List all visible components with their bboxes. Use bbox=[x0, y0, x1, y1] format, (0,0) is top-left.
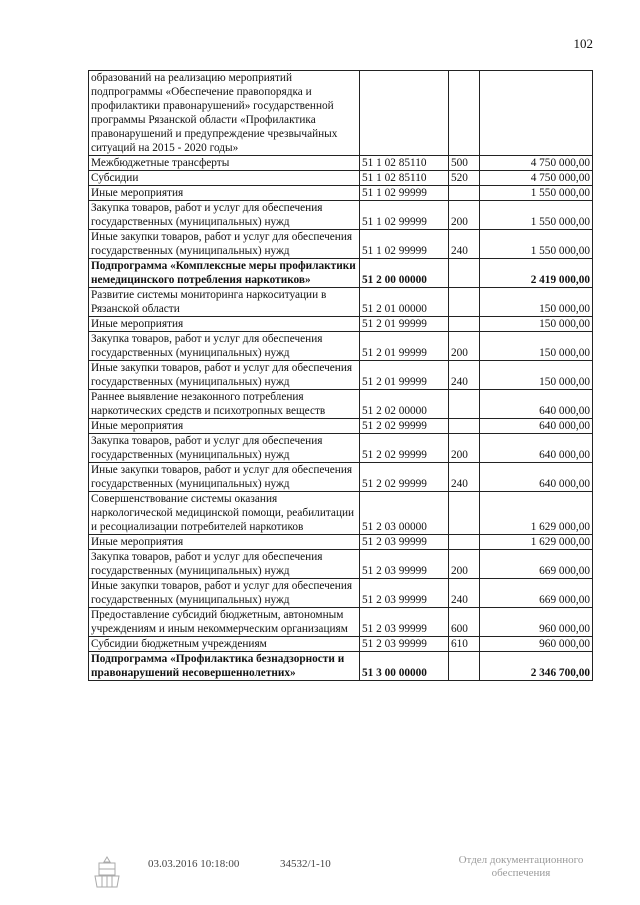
cell-code: 51 1 02 85110 bbox=[360, 156, 449, 171]
cell-vr bbox=[449, 390, 480, 419]
cell-code: 51 2 01 99999 bbox=[360, 361, 449, 390]
cell-name: Закупка товаров, работ и услуг для обеспечения государственных (муниципальных) нужд bbox=[89, 332, 360, 361]
department-stamp bbox=[446, 854, 596, 880]
table-row bbox=[89, 637, 593, 652]
cell-vr bbox=[449, 288, 480, 317]
cell-vr bbox=[449, 492, 480, 535]
cell-vr bbox=[449, 652, 480, 681]
cell-code: 51 2 03 99999 bbox=[360, 637, 449, 652]
cell-code: 51 2 02 99999 bbox=[360, 434, 449, 463]
cell-vr: 520 bbox=[449, 171, 480, 186]
cell-name: Иные мероприятия bbox=[89, 419, 360, 434]
cell-sum: 4 750 000,00 bbox=[480, 171, 593, 186]
cell-sum: 4 750 000,00 bbox=[480, 156, 593, 171]
cell-sum: 1 550 000,00 bbox=[480, 186, 593, 201]
cell-vr bbox=[449, 186, 480, 201]
cell-name: Раннее выявление незаконного потребления наркотических средств и психотропных веществ bbox=[89, 390, 360, 419]
cell-sum: 1 629 000,00 bbox=[480, 492, 593, 535]
table-row bbox=[89, 317, 593, 332]
cell-sum: 960 000,00 bbox=[480, 637, 593, 652]
cell-name: Иные мероприятия bbox=[89, 186, 360, 201]
cell-sum: 669 000,00 bbox=[480, 579, 593, 608]
cell-vr: 200 bbox=[449, 434, 480, 463]
cell-code: 51 2 00 00000 bbox=[360, 259, 449, 288]
table-row bbox=[89, 579, 593, 608]
table-row bbox=[89, 259, 593, 288]
table-row bbox=[89, 608, 593, 637]
cell-vr: 240 bbox=[449, 463, 480, 492]
cell-name: Закупка товаров, работ и услуг для обеспечения государственных (муниципальных) нужд bbox=[89, 550, 360, 579]
cell-sum: 640 000,00 bbox=[480, 463, 593, 492]
cell-name: Развитие системы мониторинга наркоситуации в Рязанской области bbox=[89, 288, 360, 317]
stamp-line-2: обеспечения bbox=[491, 867, 551, 879]
cell-sum: 1 629 000,00 bbox=[480, 535, 593, 550]
table-row bbox=[89, 390, 593, 419]
table-row bbox=[89, 332, 593, 361]
cell-code: 51 2 03 99999 bbox=[360, 535, 449, 550]
cell-vr: 500 bbox=[449, 156, 480, 171]
footer bbox=[0, 854, 640, 894]
cell-vr: 200 bbox=[449, 550, 480, 579]
cell-vr bbox=[449, 419, 480, 434]
cell-name: Предоставление субсидий бюджетным, автономным учреждениям и иным некоммерческим организациям bbox=[89, 608, 360, 637]
cell-vr: 200 bbox=[449, 201, 480, 230]
cell-name: Подпрограмма «Комплексные меры профилактики немедицинского потребления наркотиков» bbox=[89, 259, 360, 288]
cell-code: 51 2 02 99999 bbox=[360, 419, 449, 434]
cell-sum: 150 000,00 bbox=[480, 361, 593, 390]
cell-sum bbox=[480, 71, 593, 156]
cell-name: Закупка товаров, работ и услуг для обеспечения государственных (муниципальных) нужд bbox=[89, 201, 360, 230]
cell-code: 51 2 01 99999 bbox=[360, 317, 449, 332]
cell-sum: 2 419 000,00 bbox=[480, 259, 593, 288]
stamp-line-1: Отдел документационного bbox=[458, 854, 584, 866]
cell-sum: 640 000,00 bbox=[480, 419, 593, 434]
cell-code: 51 1 02 85110 bbox=[360, 171, 449, 186]
table-row bbox=[89, 419, 593, 434]
cell-sum: 2 346 700,00 bbox=[480, 652, 593, 681]
cell-name: Субсидии bbox=[89, 171, 360, 186]
cell-code: 51 3 00 00000 bbox=[360, 652, 449, 681]
table-row bbox=[89, 186, 593, 201]
cell-name: Подпрограмма «Профилактика безнадзорности и правонарушений несовершеннолетних» bbox=[89, 652, 360, 681]
cell-sum: 150 000,00 bbox=[480, 317, 593, 332]
budget-table bbox=[88, 70, 593, 681]
cell-code bbox=[360, 71, 449, 156]
cell-code: 51 1 02 99999 bbox=[360, 201, 449, 230]
footer-doc-number: 34532/1-10 bbox=[280, 858, 331, 870]
table-row bbox=[89, 550, 593, 579]
table-row bbox=[89, 361, 593, 390]
table-row bbox=[89, 288, 593, 317]
cell-vr bbox=[449, 71, 480, 156]
cell-code: 51 2 03 99999 bbox=[360, 550, 449, 579]
cell-name: Субсидии бюджетным учреждениям bbox=[89, 637, 360, 652]
cell-name: Иные закупки товаров, работ и услуг для обеспечения государственных (муниципальных) нужд bbox=[89, 361, 360, 390]
cell-code: 51 2 01 00000 bbox=[360, 288, 449, 317]
page-number: 102 bbox=[573, 36, 593, 51]
cell-name: Иные мероприятия bbox=[89, 317, 360, 332]
table-row bbox=[89, 230, 593, 259]
table-row bbox=[89, 535, 593, 550]
cell-name: Иные закупки товаров, работ и услуг для обеспечения государственных (муниципальных) нужд bbox=[89, 230, 360, 259]
table-row bbox=[89, 171, 593, 186]
cell-sum: 150 000,00 bbox=[480, 332, 593, 361]
cell-vr: 610 bbox=[449, 637, 480, 652]
cell-name: Межбюджетные трансферты bbox=[89, 156, 360, 171]
cell-code: 51 2 03 00000 bbox=[360, 492, 449, 535]
cell-code: 51 1 02 99999 bbox=[360, 230, 449, 259]
cell-code: 51 2 03 99999 bbox=[360, 608, 449, 637]
cell-vr bbox=[449, 535, 480, 550]
cell-sum: 1 550 000,00 bbox=[480, 230, 593, 259]
cell-name: Иные закупки товаров, работ и услуг для обеспечения государственных (муниципальных) нужд bbox=[89, 463, 360, 492]
coat-of-arms-icon bbox=[90, 854, 124, 890]
cell-vr: 240 bbox=[449, 230, 480, 259]
cell-vr: 240 bbox=[449, 579, 480, 608]
table-row bbox=[89, 434, 593, 463]
table-row bbox=[89, 71, 593, 156]
table-row bbox=[89, 156, 593, 171]
cell-vr bbox=[449, 317, 480, 332]
cell-name: Иные мероприятия bbox=[89, 535, 360, 550]
cell-sum: 1 550 000,00 bbox=[480, 201, 593, 230]
cell-code: 51 1 02 99999 bbox=[360, 186, 449, 201]
cell-sum: 640 000,00 bbox=[480, 434, 593, 463]
cell-sum: 960 000,00 bbox=[480, 608, 593, 637]
cell-vr: 600 bbox=[449, 608, 480, 637]
cell-code: 51 2 01 99999 bbox=[360, 332, 449, 361]
cell-name: образований на реализацию мероприятий подпрограммы «Обеспечение правопорядка и профилактики правонарушений» государственной программы Рязанской области «Профилактика правонарушений и предупреждение чрезвычайных ситуаций на 2015 - 2020 годы» bbox=[89, 71, 360, 156]
cell-vr: 200 bbox=[449, 332, 480, 361]
cell-code: 51 2 02 00000 bbox=[360, 390, 449, 419]
cell-sum: 669 000,00 bbox=[480, 550, 593, 579]
cell-sum: 640 000,00 bbox=[480, 390, 593, 419]
table-row bbox=[89, 652, 593, 681]
cell-code: 51 2 02 99999 bbox=[360, 463, 449, 492]
cell-name: Иные закупки товаров, работ и услуг для обеспечения государственных (муниципальных) нужд bbox=[89, 579, 360, 608]
cell-vr bbox=[449, 259, 480, 288]
table-body bbox=[89, 71, 593, 681]
table-row bbox=[89, 463, 593, 492]
footer-date: 03.03.2016 10:18:00 bbox=[148, 858, 240, 870]
cell-name: Совершенствование системы оказания наркологической медицинской помощи, реабилитации и ресоциализации потребителей наркотиков bbox=[89, 492, 360, 535]
cell-code: 51 2 03 99999 bbox=[360, 579, 449, 608]
cell-vr: 240 bbox=[449, 361, 480, 390]
table-row bbox=[89, 492, 593, 535]
cell-sum: 150 000,00 bbox=[480, 288, 593, 317]
cell-name: Закупка товаров, работ и услуг для обеспечения государственных (муниципальных) нужд bbox=[89, 434, 360, 463]
table-row bbox=[89, 201, 593, 230]
